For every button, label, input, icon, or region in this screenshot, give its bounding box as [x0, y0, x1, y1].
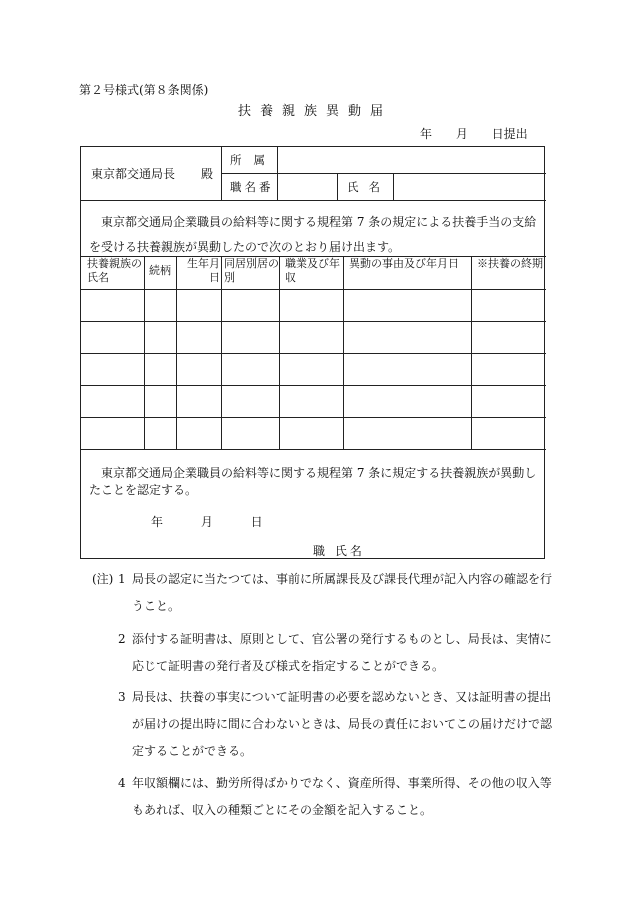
- divider: [221, 173, 546, 174]
- header-change-reason-date: 異動の事由及び年月日: [349, 257, 459, 270]
- divider: [343, 256, 344, 449]
- header-birthdate: 生年月日: [187, 257, 220, 284]
- note-item: [118, 566, 558, 620]
- divider: [221, 256, 222, 449]
- certification-text: 東京都交通局企業職員の給料等に関する規程第 7 条に規定する扶養親族が異動したことを認定する。: [89, 466, 537, 497]
- header-dependent-name: 扶養親族の氏名: [87, 257, 142, 284]
- certification-signature-label: 職 氏名: [313, 544, 365, 558]
- form-title: 扶養親族異動届: [237, 104, 392, 119]
- name-label: 氏名: [347, 180, 390, 194]
- header-support-end: ※扶養の終期: [477, 257, 543, 270]
- note-item: [118, 684, 558, 765]
- divider: [81, 353, 546, 354]
- note-item: [118, 626, 558, 680]
- divider: [81, 417, 546, 418]
- note-number: 4: [118, 776, 126, 790]
- divider: [176, 256, 177, 449]
- header-cohabitation: 同居別居の別: [224, 257, 279, 284]
- note-text: 局長は、扶養の事実について証明書の必要を認めないとき、又は証明書の提出が届けの提出時に間に合わないときは、局長の責任においてこの届けだけで認定することができる。: [132, 690, 553, 758]
- header-relationship: 続柄: [149, 264, 171, 277]
- note-number: 3: [118, 690, 126, 704]
- addressee: 東京都交通局長: [91, 167, 176, 181]
- divider: [81, 289, 546, 290]
- notes-label: (注): [92, 572, 114, 586]
- note-item: [118, 770, 558, 824]
- note-text: 局長の認定に当たつては、事前に所属課長及び課長代理が記入内容の確認を行うこと。: [132, 572, 553, 613]
- form-label: 第２号様式(第８条関係): [79, 83, 209, 97]
- divider: [393, 173, 394, 200]
- divider: [471, 256, 472, 449]
- header-occupation-income: 職業及び年収: [285, 257, 340, 284]
- honorific: 殿: [201, 167, 214, 181]
- shozoku-label: 所属: [230, 153, 277, 167]
- divider: [81, 385, 546, 386]
- note-number: 2: [118, 632, 126, 646]
- declaration-statement: 東京都交通局企業職員の給料等に関する規程第 7 条の規定による扶養手当の支給を受ける扶養親族が異動したので次のとおり届け出ます。: [89, 215, 537, 254]
- divider: [277, 147, 278, 200]
- note-number: 1: [118, 572, 126, 586]
- divider: [81, 200, 546, 201]
- note-text: 添付する証明書は、原則として、官公署の発行するものとし、局長は、実情に応じて証明書の発行者及び様式を指定することができる。: [132, 632, 552, 673]
- divider: [81, 449, 546, 450]
- divider: [81, 321, 546, 322]
- certification-date-line: 年 月 日: [151, 515, 263, 529]
- submission-date-line: 年 月 日提出: [420, 127, 528, 141]
- divider: [221, 147, 222, 200]
- form-sheet: [80, 146, 545, 559]
- divider: [337, 173, 338, 200]
- note-text: 年収額欄には、勤労所得ばかりでなく、資産所得、事業所得、その他の収入等もあれば、収入の種類ごとにその金額を記入すること。: [132, 776, 552, 817]
- shokuin-number-label: 職名番: [230, 180, 274, 194]
